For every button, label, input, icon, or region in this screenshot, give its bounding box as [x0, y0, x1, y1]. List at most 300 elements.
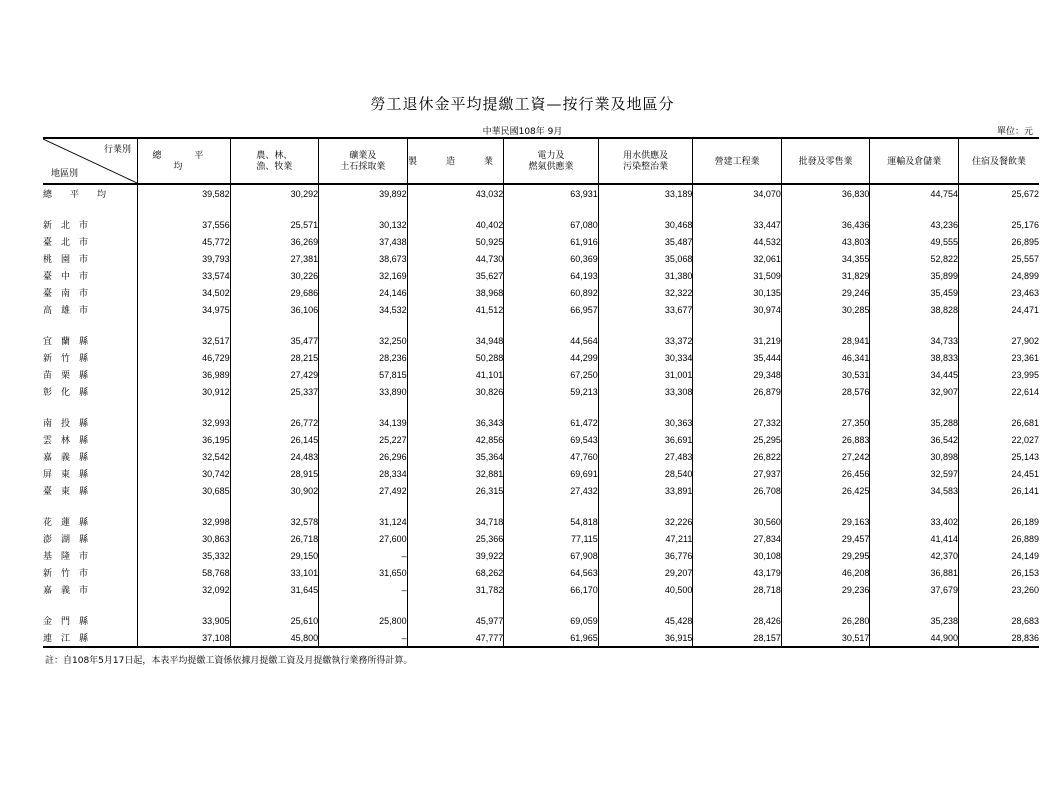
wage-cell: 29,686 [230, 284, 319, 301]
wage-cell: 30,685 [138, 482, 231, 499]
wage-cell: 30,898 [870, 448, 959, 465]
wage-cell: 26,772 [230, 414, 319, 431]
wage-cell: 31,650 [319, 564, 408, 581]
wage-cell: 30,902 [230, 482, 319, 499]
wage-cell: 24,899 [958, 267, 1039, 284]
corner-industry-label: 行業別 [104, 144, 132, 154]
wage-cell: 30,363 [598, 414, 693, 431]
wage-cell: 30,974 [693, 301, 782, 318]
table-row [43, 184, 1039, 202]
wage-cell: 49,555 [870, 233, 959, 250]
wage-cell: 25,337 [230, 383, 319, 400]
wage-cell: 30,334 [598, 349, 693, 366]
wage-cell: 38,673 [319, 250, 408, 267]
wage-cell: 26,296 [319, 448, 408, 465]
table-row [43, 366, 1039, 383]
wage-cell: 46,208 [781, 564, 870, 581]
wage-cell: 24,483 [230, 448, 319, 465]
wage-cell: 44,754 [870, 184, 959, 202]
wage-cell: 32,061 [693, 250, 782, 267]
wage-cell: 58,768 [138, 564, 231, 581]
wage-cell: 43,803 [781, 233, 870, 250]
wage-cell: 33,402 [870, 513, 959, 530]
wage-cell: 32,542 [138, 448, 231, 465]
wage-cell: 25,800 [319, 612, 408, 629]
wage-cell: 68,262 [407, 564, 504, 581]
table-row [43, 629, 1039, 647]
wage-cell: 34,718 [407, 513, 504, 530]
region-name: 臺 北 市 [43, 237, 89, 247]
wage-cell: 64,193 [504, 267, 599, 284]
wage-cell: 46,729 [138, 349, 231, 366]
wage-cell: 67,908 [504, 547, 599, 564]
region-name: 彰 化 縣 [43, 387, 89, 397]
wage-cell: 67,080 [504, 216, 599, 233]
col-header: 用水供應及 污染整治業 [598, 138, 693, 184]
group-spacer [43, 202, 1039, 216]
group-spacer [43, 318, 1039, 332]
wage-cell: 22,614 [958, 383, 1039, 400]
wage-cell: 22,027 [958, 431, 1039, 448]
table-row [43, 530, 1039, 547]
wage-cell: 34,070 [693, 184, 782, 202]
region-name: 宜 蘭 縣 [43, 336, 89, 346]
wage-cell: 27,492 [319, 482, 408, 499]
region-name: 臺 中 市 [43, 271, 89, 281]
wage-cell: 35,627 [407, 267, 504, 284]
table-header-row [43, 138, 1039, 184]
wage-cell: 27,432 [504, 482, 599, 499]
wage-cell: 66,957 [504, 301, 599, 318]
wage-cell: 37,556 [138, 216, 231, 233]
wage-cell: 67,250 [504, 366, 599, 383]
wage-cell: 29,150 [230, 547, 319, 564]
wage-cell: 60,892 [504, 284, 599, 301]
wage-cell: 54,818 [504, 513, 599, 530]
wage-cell: 36,915 [598, 629, 693, 647]
wage-cell: 25,571 [230, 216, 319, 233]
wage-cell: 29,246 [781, 284, 870, 301]
group-spacer [43, 400, 1039, 414]
wage-cell: 29,236 [781, 581, 870, 598]
wage-cell: 38,833 [870, 349, 959, 366]
wage-cell: 26,456 [781, 465, 870, 482]
col-header: 農、林、 漁、牧業 [230, 138, 319, 184]
wage-cell: 36,269 [230, 233, 319, 250]
wage-cell: 33,891 [598, 482, 693, 499]
wage-cell: 63,931 [504, 184, 599, 202]
wage-cell: 24,451 [958, 465, 1039, 482]
wage-cell: 31,645 [230, 581, 319, 598]
wage-cell: 36,106 [230, 301, 319, 318]
wage-cell: 25,672 [958, 184, 1039, 202]
wage-cell: 24,146 [319, 284, 408, 301]
wage-cell: 25,610 [230, 612, 319, 629]
wage-cell: 47,211 [598, 530, 693, 547]
wage-cell: 28,334 [319, 465, 408, 482]
wage-cell: 36,830 [781, 184, 870, 202]
group-spacer [43, 499, 1039, 513]
wage-cell: 34,583 [870, 482, 959, 499]
table-row [43, 581, 1039, 598]
wage-cell: 34,733 [870, 332, 959, 349]
footnote: 註：自108年5月17日起，本表平均提繳工資係依據月提繳工資及月提繳執行業務所得計算。 [45, 656, 413, 666]
wage-cell: 28,236 [319, 349, 408, 366]
wage-cell: 36,436 [781, 216, 870, 233]
wage-cell: 38,968 [407, 284, 504, 301]
wage-cell: 25,557 [958, 250, 1039, 267]
wage-cell: 45,428 [598, 612, 693, 629]
wage-cell: 35,477 [230, 332, 319, 349]
wage-cell: 33,447 [693, 216, 782, 233]
wage-cell: 43,179 [693, 564, 782, 581]
table-row [43, 431, 1039, 448]
col-header: 營建工程業 [693, 138, 782, 184]
wage-cell: 34,445 [870, 366, 959, 383]
wage-cell: 52,822 [870, 250, 959, 267]
wage-cell: 35,459 [870, 284, 959, 301]
wage-cell: 35,288 [870, 414, 959, 431]
wage-cell: 23,361 [958, 349, 1039, 366]
wage-cell: 42,370 [870, 547, 959, 564]
wage-cell: 57,815 [319, 366, 408, 383]
wage-cell: 59,213 [504, 383, 599, 400]
wage-cell: – [319, 581, 408, 598]
wage-cell: 29,163 [781, 513, 870, 530]
wage-cell: 36,195 [138, 431, 231, 448]
wage-cell: 31,380 [598, 267, 693, 284]
wage-cell: 27,381 [230, 250, 319, 267]
wage-cell: 37,679 [870, 581, 959, 598]
wage-cell: 37,438 [319, 233, 408, 250]
wage-cell: 35,364 [407, 448, 504, 465]
wage-cell: 23,463 [958, 284, 1039, 301]
wage-cell: 32,907 [870, 383, 959, 400]
table-row [43, 612, 1039, 629]
page-title: 勞工退休金平均提繳工資—按行業及地區分 [370, 95, 675, 113]
wage-cell: 30,226 [230, 267, 319, 284]
wage-cell: 23,260 [958, 581, 1039, 598]
wage-cell: 41,101 [407, 366, 504, 383]
wage-cell: 30,132 [319, 216, 408, 233]
wage-cell: 28,718 [693, 581, 782, 598]
wage-cell: 44,299 [504, 349, 599, 366]
wage-cell: 69,059 [504, 612, 599, 629]
wage-cell: 36,691 [598, 431, 693, 448]
wage-cell: 34,502 [138, 284, 231, 301]
wage-cell: 34,975 [138, 301, 231, 318]
wage-cell: 43,032 [407, 184, 504, 202]
wage-cell: 27,834 [693, 530, 782, 547]
wage-cell: 35,487 [598, 233, 693, 250]
wage-cell: 32,092 [138, 581, 231, 598]
wage-cell: 30,531 [781, 366, 870, 383]
wage-cell: 44,900 [870, 629, 959, 647]
wage-cell: 26,189 [958, 513, 1039, 530]
wage-cell: 44,532 [693, 233, 782, 250]
region-name: 苗 栗 縣 [43, 370, 89, 380]
region-name: 新 北 市 [43, 220, 89, 230]
wage-cell: 27,332 [693, 414, 782, 431]
wage-cell: 39,582 [138, 184, 231, 202]
wage-cell: 35,332 [138, 547, 231, 564]
wage-cell: 28,836 [958, 629, 1039, 647]
col-header: 總 平 均 [138, 138, 231, 184]
wage-cell: 61,916 [504, 233, 599, 250]
table-row [43, 513, 1039, 530]
table-row [43, 564, 1039, 581]
wage-cell: 69,543 [504, 431, 599, 448]
wage-cell: 28,915 [230, 465, 319, 482]
wage-cell: 26,883 [781, 431, 870, 448]
wage-cell: 26,145 [230, 431, 319, 448]
wage-cell: 23,995 [958, 366, 1039, 383]
wage-cell: 32,322 [598, 284, 693, 301]
wage-cell: 29,295 [781, 547, 870, 564]
col-header: 批發及零售業 [781, 138, 870, 184]
wage-cell: 33,101 [230, 564, 319, 581]
wage-cell: 32,517 [138, 332, 231, 349]
wage-cell: 27,600 [319, 530, 408, 547]
wage-cell: 32,169 [319, 267, 408, 284]
wage-cell: 66,170 [504, 581, 599, 598]
wage-cell: 31,219 [693, 332, 782, 349]
table-row [43, 250, 1039, 267]
region-name: 新 竹 縣 [43, 353, 89, 363]
wage-cell: 32,998 [138, 513, 231, 530]
wage-cell: 35,068 [598, 250, 693, 267]
wage-table [43, 137, 1039, 648]
table-body [43, 184, 1039, 647]
wage-cell: 44,730 [407, 250, 504, 267]
wage-cell: 36,542 [870, 431, 959, 448]
wage-cell: 50,925 [407, 233, 504, 250]
report-period: 中華民國108年 9月 [482, 127, 563, 137]
region-name: 嘉 義 市 [43, 585, 89, 595]
col-header: 製 造 業 [407, 138, 504, 184]
region-name: 雲 林 縣 [43, 435, 89, 445]
wage-cell: 61,472 [504, 414, 599, 431]
wage-cell: 26,879 [693, 383, 782, 400]
wage-cell: 33,372 [598, 332, 693, 349]
table-row [43, 448, 1039, 465]
wage-cell: 30,912 [138, 383, 231, 400]
wage-cell: 28,157 [693, 629, 782, 647]
wage-cell: 27,350 [781, 414, 870, 431]
wage-cell: 26,822 [693, 448, 782, 465]
wage-cell: 30,108 [693, 547, 782, 564]
wage-cell: 30,863 [138, 530, 231, 547]
wage-cell: 60,369 [504, 250, 599, 267]
wage-cell: 31,509 [693, 267, 782, 284]
wage-cell: 33,189 [598, 184, 693, 202]
wage-cell: – [319, 629, 408, 647]
wage-cell: 32,881 [407, 465, 504, 482]
wage-cell: 34,948 [407, 332, 504, 349]
wage-cell: 41,414 [870, 530, 959, 547]
group-spacer [43, 598, 1039, 612]
wage-cell: 50,288 [407, 349, 504, 366]
wage-cell: 77,115 [504, 530, 599, 547]
wage-cell: 30,285 [781, 301, 870, 318]
wage-cell: 26,280 [781, 612, 870, 629]
wage-cell: 25,143 [958, 448, 1039, 465]
wage-cell: 30,292 [230, 184, 319, 202]
wage-cell: 26,153 [958, 564, 1039, 581]
wage-cell: 32,226 [598, 513, 693, 530]
wage-cell: 32,597 [870, 465, 959, 482]
wage-cell: 31,124 [319, 513, 408, 530]
region-name: 花 蓮 縣 [43, 517, 89, 527]
wage-cell: 45,800 [230, 629, 319, 647]
wage-cell: 28,426 [693, 612, 782, 629]
wage-cell: 42,856 [407, 431, 504, 448]
wage-cell: 33,677 [598, 301, 693, 318]
wage-cell: 61,965 [504, 629, 599, 647]
wage-cell: 32,993 [138, 414, 231, 431]
wage-cell: 31,782 [407, 581, 504, 598]
col-header: 電力及 燃氣供應業 [504, 138, 599, 184]
wage-cell: 26,681 [958, 414, 1039, 431]
wage-cell: 34,355 [781, 250, 870, 267]
table-row [43, 233, 1039, 250]
unit-label: 單位：元 [996, 127, 1033, 137]
wage-cell: 41,512 [407, 301, 504, 318]
wage-cell: 30,517 [781, 629, 870, 647]
wage-cell: 28,683 [958, 612, 1039, 629]
table-row [43, 547, 1039, 564]
wage-cell: 27,902 [958, 332, 1039, 349]
wage-cell: 30,742 [138, 465, 231, 482]
wage-cell: 29,457 [781, 530, 870, 547]
wage-cell: 29,348 [693, 366, 782, 383]
wage-cell: 33,905 [138, 612, 231, 629]
region-name: 高 雄 市 [43, 305, 89, 315]
wage-cell: 26,315 [407, 482, 504, 499]
wage-cell: 28,540 [598, 465, 693, 482]
wage-cell: 30,468 [598, 216, 693, 233]
wage-cell: 35,899 [870, 267, 959, 284]
wage-cell: 30,560 [693, 513, 782, 530]
region-name: 基 隆 市 [43, 551, 89, 561]
table-row [43, 414, 1039, 431]
wage-cell: 28,215 [230, 349, 319, 366]
wage-cell: 24,149 [958, 547, 1039, 564]
region-name: 金 門 縣 [43, 616, 89, 626]
wage-cell: 34,532 [319, 301, 408, 318]
wage-cell: 25,295 [693, 431, 782, 448]
wage-cell: 40,500 [598, 581, 693, 598]
wage-cell: 31,829 [781, 267, 870, 284]
wage-cell: 26,889 [958, 530, 1039, 547]
region-name: 澎 湖 縣 [43, 534, 89, 544]
table-row [43, 465, 1039, 482]
table-row [43, 216, 1039, 233]
wage-cell: 36,989 [138, 366, 231, 383]
wage-cell: 30,135 [693, 284, 782, 301]
wage-cell: 25,227 [319, 431, 408, 448]
wage-cell: 29,207 [598, 564, 693, 581]
wage-cell: 26,708 [693, 482, 782, 499]
region-name: 屏 東 縣 [43, 469, 89, 479]
wage-cell: 46,341 [781, 349, 870, 366]
table-row [43, 284, 1039, 301]
region-name: 新 竹 市 [43, 568, 89, 578]
wage-cell: 34,139 [319, 414, 408, 431]
wage-cell: 36,881 [870, 564, 959, 581]
wage-cell: 27,937 [693, 465, 782, 482]
region-name: 南 投 縣 [43, 418, 89, 428]
wage-cell: 27,483 [598, 448, 693, 465]
col-header: 住宿及餐飲業 [958, 138, 1039, 184]
wage-cell: 26,895 [958, 233, 1039, 250]
wage-cell: 39,793 [138, 250, 231, 267]
table-row [43, 301, 1039, 318]
col-header: 礦業及 土石採取業 [319, 138, 408, 184]
wage-cell: 39,892 [319, 184, 408, 202]
region-name: 嘉 義 縣 [43, 452, 89, 462]
wage-cell: 69,691 [504, 465, 599, 482]
wage-cell: 35,444 [693, 349, 782, 366]
wage-cell: 25,176 [958, 216, 1039, 233]
table-row [43, 332, 1039, 349]
wage-cell: 43,236 [870, 216, 959, 233]
table-row [43, 383, 1039, 400]
wage-cell: 47,760 [504, 448, 599, 465]
wage-cell: 31,001 [598, 366, 693, 383]
wage-cell: 35,238 [870, 612, 959, 629]
wage-cell: 37,108 [138, 629, 231, 647]
wage-cell: 44,564 [504, 332, 599, 349]
wage-cell: 36,776 [598, 547, 693, 564]
wage-cell: 45,977 [407, 612, 504, 629]
region-name: 臺 南 市 [43, 288, 89, 298]
wage-cell: 26,718 [230, 530, 319, 547]
wage-cell: – [319, 547, 408, 564]
wage-cell: 27,429 [230, 366, 319, 383]
wage-cell: 47,777 [407, 629, 504, 647]
wage-cell: 36,343 [407, 414, 504, 431]
region-name: 總 平 均 [43, 189, 107, 199]
wage-cell: 33,890 [319, 383, 408, 400]
wage-cell: 40,402 [407, 216, 504, 233]
wage-cell: 32,578 [230, 513, 319, 530]
wage-cell: 38,828 [870, 301, 959, 318]
table-row [43, 482, 1039, 499]
wage-cell: 39,922 [407, 547, 504, 564]
wage-cell: 24,471 [958, 301, 1039, 318]
region-name: 連 江 縣 [43, 629, 138, 647]
corner-region-label: 地區別 [51, 168, 79, 178]
wage-cell: 64,563 [504, 564, 599, 581]
wage-cell: 27,242 [781, 448, 870, 465]
wage-cell: 32,250 [319, 332, 408, 349]
wage-cell: 30,826 [407, 383, 504, 400]
corner-header [43, 138, 138, 184]
region-name: 臺 東 縣 [43, 486, 89, 496]
table-row [43, 349, 1039, 366]
wage-cell: 28,576 [781, 383, 870, 400]
wage-cell: 33,574 [138, 267, 231, 284]
region-name: 桃 園 市 [43, 254, 89, 264]
wage-cell: 26,141 [958, 482, 1039, 499]
wage-cell: 45,772 [138, 233, 231, 250]
wage-cell: 25,366 [407, 530, 504, 547]
col-header: 運輸及倉儲業 [870, 138, 959, 184]
wage-cell: 26,425 [781, 482, 870, 499]
wage-cell: 28,941 [781, 332, 870, 349]
table-row [43, 267, 1039, 284]
